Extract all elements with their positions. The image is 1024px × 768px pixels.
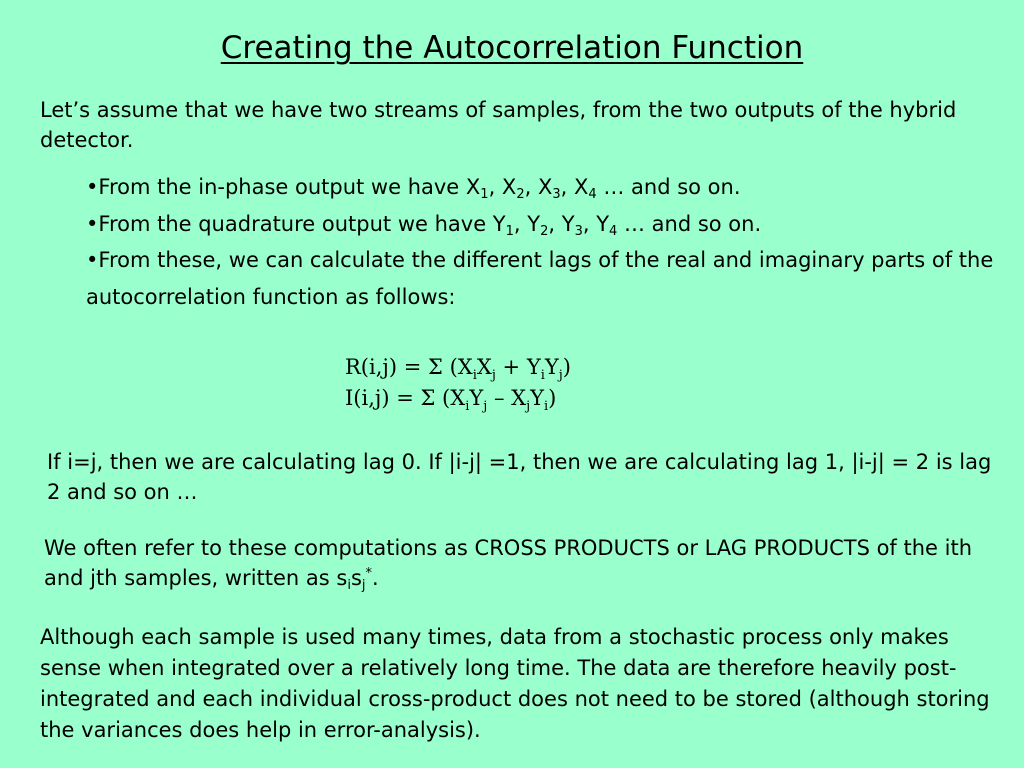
bullet-in-phase: •From the in-phase output we have $X_1$, $X_2$, $X_3$, $X_4$ … and so on. xyxy=(86,175,741,202)
slide-title: Creating the Autocorrelation Function xyxy=(220,30,804,66)
intro-paragraph: Let’s assume that we have two streams of samples, from the two outputs of the hybrid detector. xyxy=(40,98,957,152)
real-part-formula: R(i,j) = Σ $(X_iX_j + Y_iY_j)$ xyxy=(345,355,571,383)
bullet-list xyxy=(86,171,996,316)
bullet-lags: •From these, we can calculate the different lags of the real and imaginary parts of the autocorrelation function as follows: xyxy=(86,248,994,309)
lag-explanation: If i=j, then we are calculating lag 0. If |i-j| =1, then we are calculating lag 1, |i-j| = 2 is lag 2 and so on … xyxy=(47,450,992,504)
integration-paragraph: Although each sample is used many times, data from a stochastic process only makes sense when integrated over a relatively long time. The data are therefore heavily post-integrated and each individual cross-product does not need to be stored (although storing the variances does help in error-analysis). xyxy=(40,625,990,742)
bullet-quadrature: •From the quadrature output we have $Y_1$, $Y_2$, $Y_3$, $Y_4$ … and so on. xyxy=(86,212,762,239)
formula-block xyxy=(345,352,571,414)
imaginary-part-formula: I(i,j) = Σ $(X_iY_j - X_jY_i)$ xyxy=(345,386,557,414)
cross-products-paragraph: We often refer to these computations as CROSS PRODUCTS or LAG PRODUCTS of the ith and jth samples, written as $s_is_j^*$. xyxy=(44,536,973,593)
